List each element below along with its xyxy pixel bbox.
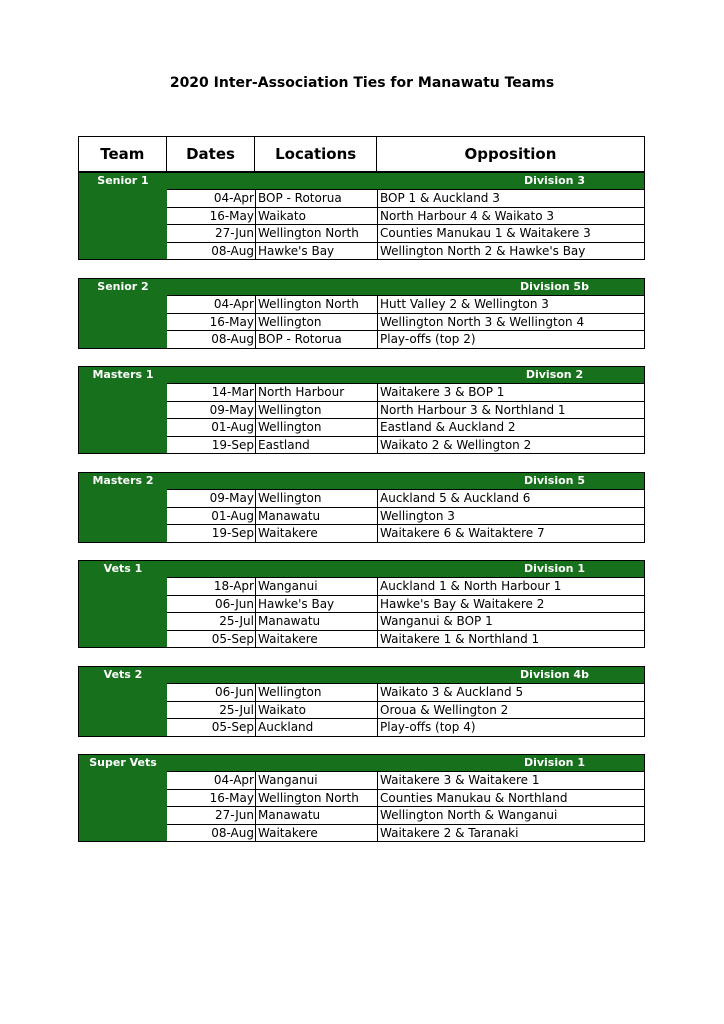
opposition-cell: Wellington North 2 & Hawke's Bay xyxy=(380,243,586,258)
location-cell: Hawke's Bay xyxy=(256,243,378,260)
opposition-cell: Play-offs (top 2) xyxy=(380,332,476,347)
opposition-cell: Waitakere 3 & BOP 1 xyxy=(380,385,505,399)
team-block xyxy=(78,366,645,454)
team-color-cell xyxy=(79,683,167,736)
team-name: Vets 1 xyxy=(103,562,143,575)
opposition-cell: North Harbour 3 & Northland 1 xyxy=(380,402,566,417)
date-cell: 08-Aug xyxy=(167,243,256,260)
table-row xyxy=(167,242,644,260)
table-row xyxy=(167,524,644,542)
date-cell: 16-May xyxy=(167,314,256,331)
opposition-cell: Auckland 1 & North Harbour 1 xyxy=(380,579,562,593)
location-cell: Eastland xyxy=(256,437,378,454)
team-name: Senior 2 xyxy=(97,280,149,293)
page-title: 2020 Inter-Association Ties for Manawatu Teams xyxy=(169,75,555,91)
column-header-opposition: Opposition xyxy=(464,145,557,163)
team-header-row xyxy=(79,367,644,383)
location-cell: Waitakere xyxy=(256,525,378,542)
date-cell: 04-Apr xyxy=(167,190,256,207)
location-cell: Manawatu xyxy=(256,807,378,824)
opposition-cell: Hutt Valley 2 & Wellington 3 xyxy=(380,297,549,311)
table-row xyxy=(167,489,644,507)
table-row xyxy=(167,401,644,419)
table-row xyxy=(167,824,644,842)
column-header-team: Team xyxy=(79,137,167,171)
opposition-cell: BOP 1 & Auckland 3 xyxy=(380,191,500,205)
team-color-cell xyxy=(79,489,167,542)
team-block xyxy=(78,560,645,648)
location-cell: Waitakere xyxy=(256,825,378,842)
date-cell: 19-Sep xyxy=(167,525,256,542)
team-header-row xyxy=(79,561,644,577)
opposition-cell: Wellington 3 xyxy=(380,508,455,523)
date-cell: 05-Sep xyxy=(167,631,256,648)
opposition-cell: Wanganui & BOP 1 xyxy=(380,614,493,629)
table-row xyxy=(167,507,644,525)
table-row xyxy=(167,383,644,401)
opposition-cell: Counties Manukau & Northland xyxy=(380,790,568,805)
table-row xyxy=(167,806,644,824)
table-row xyxy=(167,207,644,225)
date-cell: 16-May xyxy=(167,208,256,225)
team-name: Vets 2 xyxy=(103,668,143,681)
table-row xyxy=(167,683,644,701)
location-cell: Waikato xyxy=(256,208,378,225)
date-cell: 19-Sep xyxy=(167,437,256,454)
date-cell: 06-Jun xyxy=(167,596,256,613)
table-row xyxy=(167,189,644,207)
team-block xyxy=(78,278,645,349)
opposition-cell: Eastland & Auckland 2 xyxy=(380,420,516,435)
location-cell: Wellington North xyxy=(256,296,378,313)
table-row xyxy=(167,789,644,807)
date-cell: 25-Jul xyxy=(167,613,256,630)
team-color-cell xyxy=(79,577,167,647)
opposition-cell: Play-offs (top 4) xyxy=(380,720,476,735)
table-row xyxy=(167,577,644,595)
location-cell: Manawatu xyxy=(256,613,378,630)
opposition-cell: Wellington North 3 & Wellington 4 xyxy=(380,314,585,329)
team-block xyxy=(78,754,645,842)
table-row xyxy=(167,595,644,613)
table-row xyxy=(167,224,644,242)
location-cell: Manawatu xyxy=(256,508,378,525)
date-cell: 06-Jun xyxy=(167,684,256,701)
opposition-cell: Waitakere 6 & Waitaktere 7 xyxy=(380,526,545,541)
table-row xyxy=(167,295,644,313)
table-header xyxy=(78,136,645,172)
location-cell: Wellington xyxy=(256,490,378,507)
location-cell: Wellington North xyxy=(256,225,378,242)
table-row xyxy=(167,436,644,454)
date-cell: 09-May xyxy=(167,490,256,507)
team-color-cell xyxy=(79,383,167,453)
location-cell: Wellington xyxy=(256,402,378,419)
team-color-cell xyxy=(79,189,167,259)
table-row xyxy=(167,771,644,789)
table-row xyxy=(167,418,644,436)
team-block xyxy=(78,666,645,737)
column-header-locations: Locations xyxy=(255,137,377,171)
division-label: Division 5b xyxy=(520,280,589,293)
opposition-cell: Waikato 2 & Wellington 2 xyxy=(380,437,532,452)
opposition-cell: Waikato 3 & Auckland 5 xyxy=(380,685,524,699)
location-cell: Waikato xyxy=(256,702,378,719)
date-cell: 27-Jun xyxy=(167,225,256,242)
table-row xyxy=(167,701,644,719)
team-block xyxy=(78,172,645,260)
date-cell: 16-May xyxy=(167,790,256,807)
table-row xyxy=(167,630,644,648)
date-cell: 09-May xyxy=(167,402,256,419)
date-cell: 08-Aug xyxy=(167,825,256,842)
opposition-cell: Hawke's Bay & Waitakere 2 xyxy=(380,596,545,611)
division-label: Divison 2 xyxy=(525,368,584,381)
date-cell: 04-Apr xyxy=(167,772,256,789)
team-color-cell xyxy=(79,771,167,841)
location-cell: Auckland xyxy=(256,719,378,736)
date-cell: 01-Aug xyxy=(167,419,256,436)
division-label: Division 3 xyxy=(523,174,586,187)
date-cell: 01-Aug xyxy=(167,508,256,525)
team-header-row xyxy=(79,667,644,683)
location-cell: Wellington xyxy=(256,684,378,701)
table-row xyxy=(167,718,644,736)
location-cell: Hawke's Bay xyxy=(256,596,378,613)
table-row xyxy=(167,612,644,630)
team-name: Super Vets xyxy=(89,756,157,769)
location-cell: Waitakere xyxy=(256,631,378,648)
opposition-cell: North Harbour 4 & Waikato 3 xyxy=(380,208,554,223)
division-label: Division 1 xyxy=(523,562,586,575)
opposition-cell: Wellington North & Wanganui xyxy=(380,808,558,823)
location-cell: BOP - Rotorua xyxy=(256,190,378,207)
team-header-row xyxy=(79,279,644,295)
opposition-cell: Waitakere 2 & Taranaki xyxy=(380,825,519,840)
team-header-row xyxy=(79,755,644,771)
opposition-cell: Waitakere 1 & Northland 1 xyxy=(380,631,540,646)
table-row xyxy=(167,313,644,331)
column-header-dates: Dates xyxy=(167,137,256,171)
team-header-row xyxy=(79,173,644,189)
team-name: Masters 1 xyxy=(92,368,154,381)
team-name: Senior 1 xyxy=(97,174,149,187)
date-cell: 25-Jul xyxy=(167,702,256,719)
division-label: Division 1 xyxy=(523,756,586,769)
table-row xyxy=(167,330,644,348)
opposition-cell: Counties Manukau 1 & Waitakere 3 xyxy=(380,226,591,241)
location-cell: Wellington xyxy=(256,419,378,436)
date-cell: 14-Mar xyxy=(167,384,256,401)
location-cell: North Harbour xyxy=(256,384,378,401)
division-label: Division 4b xyxy=(520,668,589,681)
date-cell: 04-Apr xyxy=(167,296,256,313)
location-cell: BOP - Rotorua xyxy=(256,331,378,348)
location-cell: Wanganui xyxy=(256,578,378,595)
opposition-cell: Oroua & Wellington 2 xyxy=(380,702,509,717)
team-header-row xyxy=(79,473,644,489)
date-cell: 18-Apr xyxy=(167,578,256,595)
opposition-cell: Waitakere 3 & Waitakere 1 xyxy=(380,773,540,787)
date-cell: 05-Sep xyxy=(167,719,256,736)
location-cell: Wanganui xyxy=(256,772,378,789)
location-cell: Wellington North xyxy=(256,790,378,807)
division-label: Division 5 xyxy=(523,474,586,487)
opposition-cell: Auckland 5 & Auckland 6 xyxy=(380,491,531,505)
date-cell: 27-Jun xyxy=(167,807,256,824)
location-cell: Wellington xyxy=(256,314,378,331)
team-block xyxy=(78,472,645,543)
date-cell: 08-Aug xyxy=(167,331,256,348)
team-name: Masters 2 xyxy=(92,474,154,487)
team-color-cell xyxy=(79,295,167,348)
